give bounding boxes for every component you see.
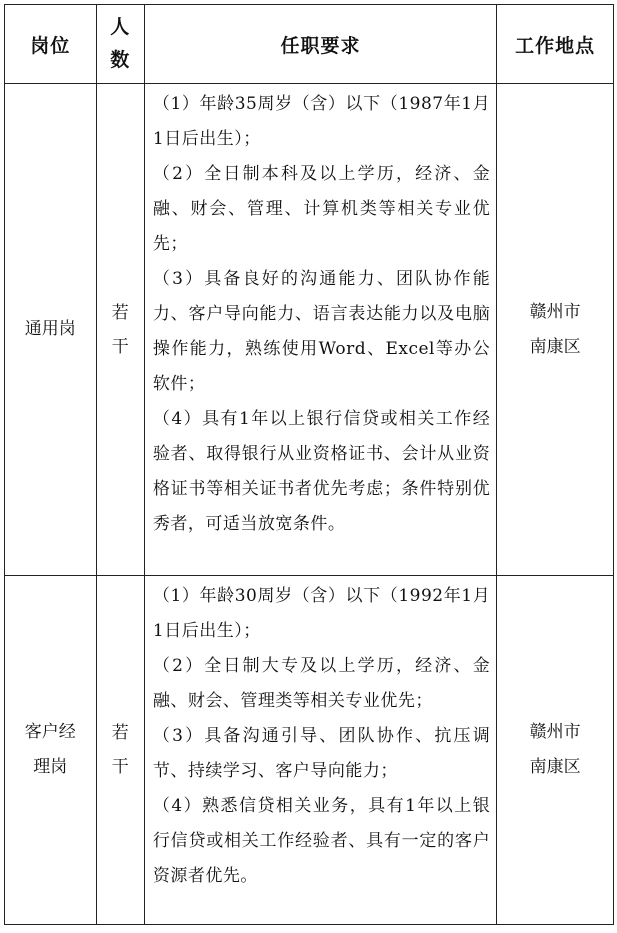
requirement-item: （1）年龄35周岁（含）以下（1987年1月1日后出生）； [152,94,491,149]
count-line: 干 [111,757,129,777]
header-count-line: 数 [110,49,131,71]
requirement-item: （4）熟悉信贷相关业务，具有1年以上银行信贷或相关工作经验者、具有一定的客户资源者优先。 [152,796,491,886]
table-row [5,576,614,925]
post-name-line: 客户经 [24,722,76,742]
count-cell [96,576,144,925]
post-cell [5,576,97,925]
requirements-cell [144,84,496,576]
header-post: 岗位 [5,5,97,84]
location-line: 赣州市 [529,722,581,742]
requirement-item: （2）全日制本科及以上学历，经济、金融、财会、管理、计算机类等相关专业优先； [152,164,491,254]
requirement-item: （2）全日制大专及以上学历，经济、金融、财会、管理类等相关专业优先； [152,656,491,711]
table-header-row [5,5,614,84]
table-row [5,84,614,576]
header-count [96,5,144,84]
post-cell [5,84,97,576]
post-name-line: 理岗 [33,757,68,777]
location-line: 南康区 [529,336,581,357]
count-line: 若 [111,723,129,743]
requirements-cell [144,576,496,925]
location-cell [497,576,614,925]
requirement-item: （3）具备良好的沟通能力、团队协作能力、客户导向能力、语言表达能力以及电脑操作能力，熟练使用Word、Excel等办公软件； [152,269,491,394]
header-location: 工作地点 [497,5,614,84]
post-name: 通用岗 [24,319,76,339]
requirement-item: （3）具备沟通引导、团队协作、抗压调节、持续学习、客户导向能力； [152,726,491,781]
count-cell [96,84,144,576]
requirement-item: （1）年龄30周岁（含）以下（1992年1月1日后出生）； [152,586,491,641]
header-count-line: 人 [110,16,131,38]
header-requirements: 任职要求 [144,5,496,84]
location-cell [497,84,614,576]
job-requirements-table [4,4,614,925]
count-line: 若 [111,302,129,323]
location-line: 南康区 [529,757,581,777]
location-line: 赣州市 [529,301,581,322]
count-line: 干 [111,336,129,357]
requirement-item: （4）具有1年以上银行信贷或相关工作经验者、取得银行从业资格证书、会计从业资格证书等相关证书者优先考虑；条件特别优秀者，可适当放宽条件。 [152,409,491,534]
